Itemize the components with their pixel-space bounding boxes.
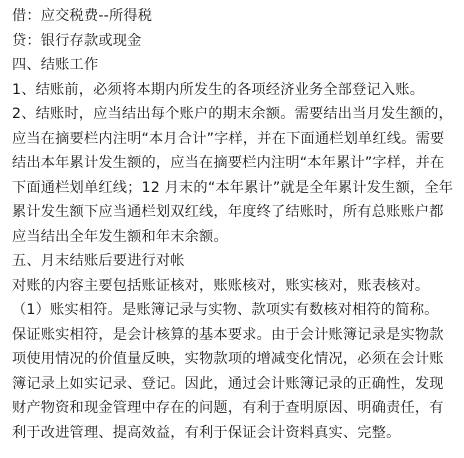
paragraph-line: 保证账实相符，是会计核算的基本要求。由于会计账簿记录是实物款 [12,326,444,343]
paragraph-line: 利于改进管理、提高效益，有利于保证会计资料真实、完整。 [12,424,401,441]
paragraph-line: 累计发生额下应当通栏划双红线，年度终了结账时，所有总账账户都 [12,204,444,220]
section-heading-closing: 四、结账工作 [12,57,99,73]
paragraph-line: 财产物资和现金管理中存在的问题，有利于查明原因、明确责任，有 [12,400,444,416]
paragraph-line: （1）账实相符。是账簿记录与实物、款项实有数核对相符的简称。 [12,302,439,318]
paragraph-line: 下面通栏划单红线；12 月末的“本年累计”就是全年累计发生额，全年 [12,179,454,196]
entry-debit-line: 借：应交税费--所得税 [12,8,153,24]
entry-credit-line: 贷：银行存款或现金 [12,32,142,49]
paragraph-line: 结出本年累计发生额的，应当在摘要栏内注明“本年累计”字样，并在 [12,155,445,171]
section-heading-reconciliation: 五、月末结账后要进行对帐 [12,253,185,269]
paragraph-line: 应当在摘要栏内注明“本月合计”字样，并在下面通栏划单红线。需要 [12,130,445,147]
paragraph-line: 对账的内容主要包括账证核对，账账核对，账实核对，账表核对。 [12,277,430,294]
paragraph-line: 1、结账前，必须将本期内所发生的各项经济业务全部登记入账。 [12,81,425,98]
paragraph-line: 2、结账时，应当结出每个账户的期末余额。需要结出当月发生额的， [12,106,453,122]
paragraph-line: 簿记录上如实记录、登记。因此，通过会计账簿记录的正确性，发现 [12,375,444,392]
paragraph-line: 项使用情况的价值量反映，实物款项的增减变化情况，必须在会计账 [12,351,444,367]
paragraph-line: 应当结出全年发生额和年末余额。 [12,228,228,245]
